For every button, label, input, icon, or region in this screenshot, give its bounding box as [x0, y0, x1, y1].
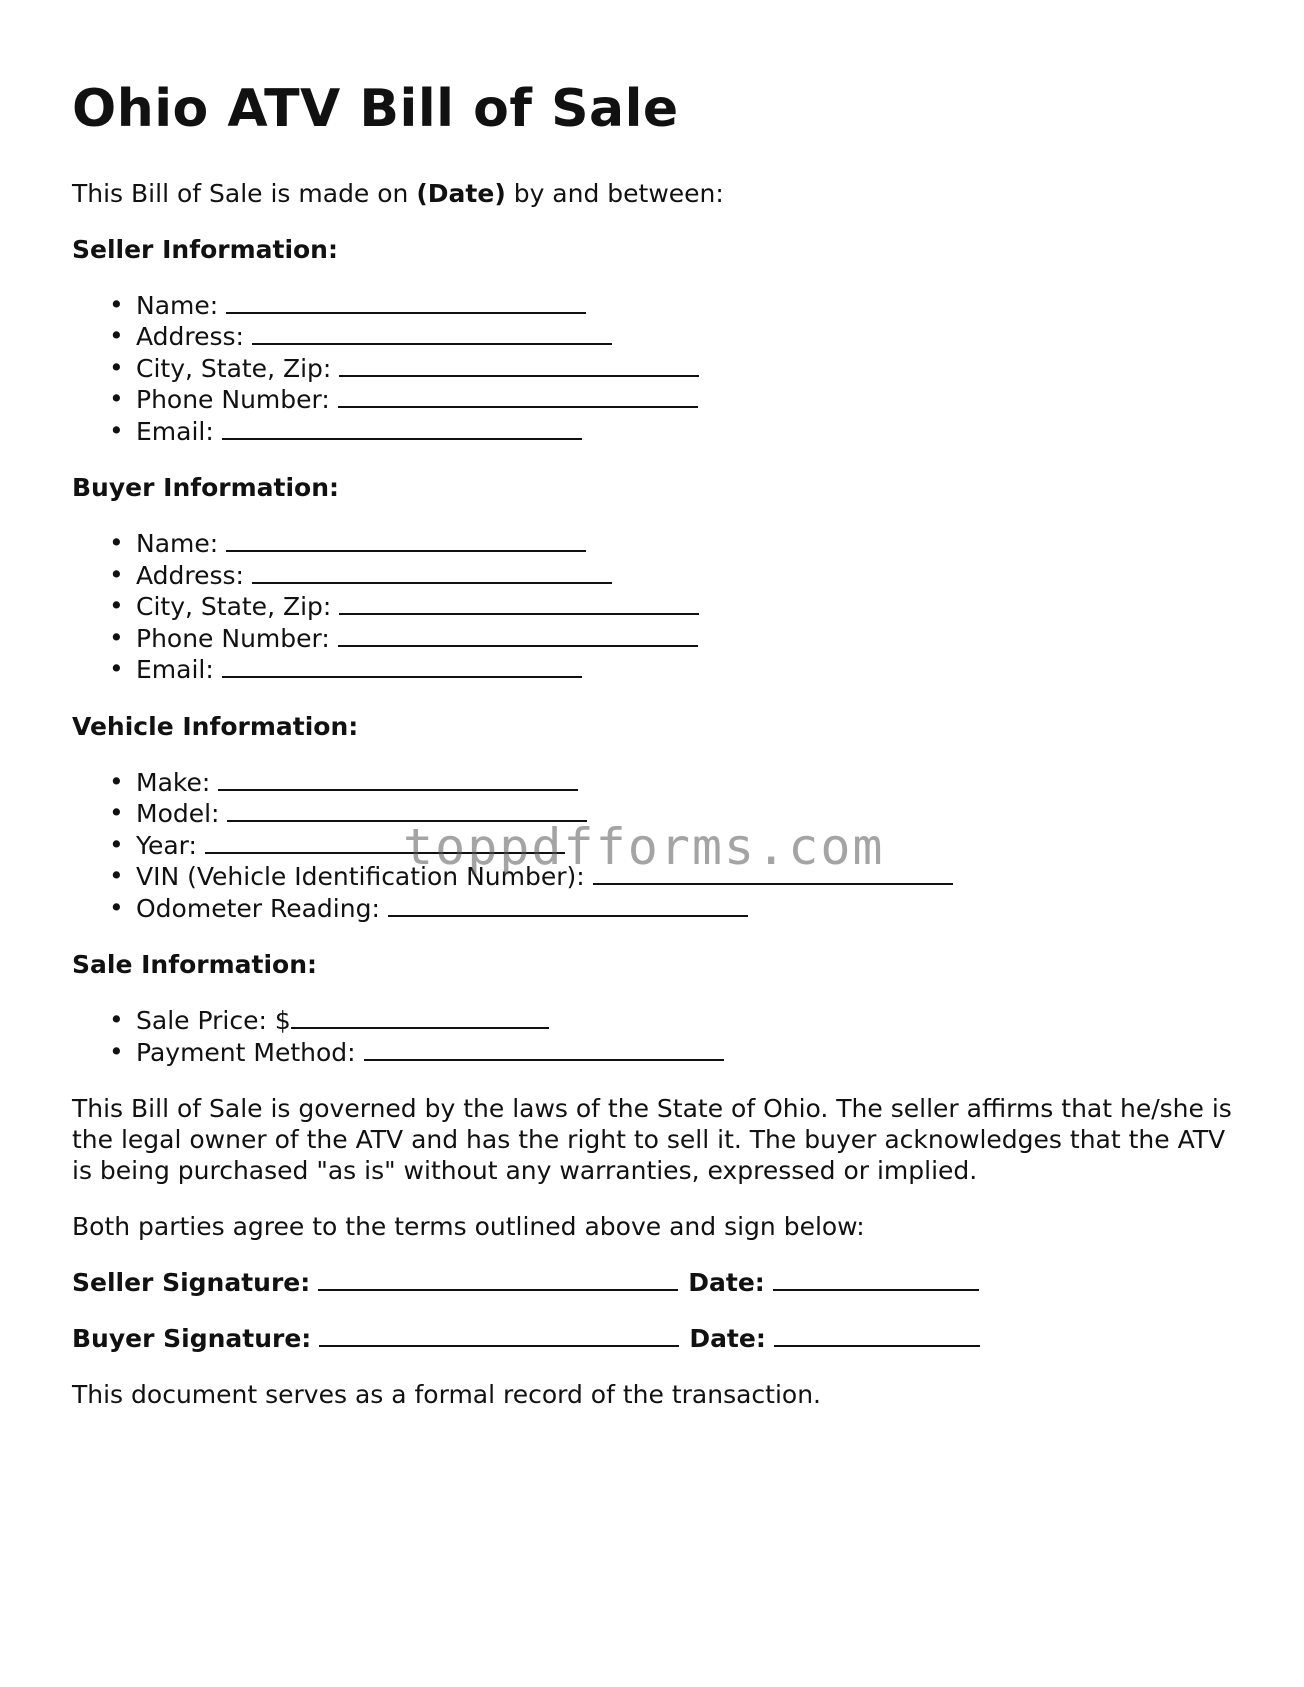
buyer-name-blank[interactable] — [226, 528, 586, 552]
field-label: Email: — [136, 416, 214, 446]
buyer-date-label: Date: — [689, 1324, 766, 1354]
payment-method-blank[interactable] — [364, 1037, 724, 1061]
governing-paragraph: This Bill of Sale is governed by the laws of the State of Ohio. The seller affirms that he/she is the legal owner of the ATV and has the right to sell it. The buyer acknowledges that the ATV is being purchased "as is" without any warranties, expressed or implied. — [72, 1094, 1232, 1186]
intro-sentence — [72, 178, 1232, 209]
seller-date-blank[interactable] — [773, 1267, 979, 1291]
buyer-phone-field: • Phone Number: — [72, 623, 1232, 655]
field-label: Address: — [136, 560, 244, 590]
buyer-address-field: • Address: — [72, 560, 1232, 592]
buyer-signature-line — [72, 1323, 1232, 1354]
vehicle-model-field: • Model: — [72, 798, 1232, 830]
vehicle-vin-field: • VIN (Vehicle Identification Number): — [72, 861, 1232, 893]
payment-method-field: • Payment Method: — [72, 1037, 1232, 1069]
vehicle-odometer-blank[interactable] — [388, 893, 748, 917]
seller-signature-line — [72, 1267, 1232, 1298]
seller-signature-label: Seller Signature: — [72, 1268, 311, 1298]
intro-date-placeholder: (Date) — [416, 178, 506, 208]
vehicle-year-field: • Year: — [72, 830, 1232, 862]
buyer-fields — [72, 528, 1232, 686]
seller-city-state-zip-blank[interactable] — [339, 353, 699, 377]
seller-date-label: Date: — [688, 1268, 765, 1298]
seller-name-blank[interactable] — [226, 290, 586, 314]
buyer-signature-blank[interactable] — [319, 1323, 679, 1347]
vehicle-make-field: • Make: — [72, 767, 1232, 799]
seller-phone-blank[interactable] — [338, 384, 698, 408]
field-label: City, State, Zip: — [136, 353, 332, 383]
field-label: Phone Number: — [136, 623, 330, 653]
sale-price-blank[interactable] — [291, 1005, 549, 1029]
document-page — [72, 80, 1232, 1410]
intro-before: This Bill of Sale is made on — [72, 178, 417, 208]
buyer-phone-blank[interactable] — [338, 623, 698, 647]
seller-address-field: • Address: — [72, 321, 1232, 353]
intro-after: by and between: — [505, 178, 724, 208]
seller-email-field: • Email: — [72, 416, 1232, 448]
buyer-city-state-zip-blank[interactable] — [339, 591, 699, 615]
vehicle-make-blank[interactable] — [218, 767, 578, 791]
agreement-paragraph: Both parties agree to the terms outlined above and sign below: — [72, 1212, 865, 1242]
buyer-signature-label: Buyer Signature: — [72, 1324, 312, 1354]
field-label: City, State, Zip: — [136, 592, 332, 622]
seller-fields — [72, 290, 1232, 448]
vehicle-heading: Vehicle Information: — [72, 711, 359, 741]
field-label: Name: — [136, 529, 219, 559]
sale-fields — [72, 1005, 1232, 1068]
seller-heading: Seller Information: — [72, 234, 338, 264]
field-label: VIN (Vehicle Identification Number): — [136, 862, 585, 892]
vehicle-model-blank[interactable] — [227, 798, 587, 822]
field-label: Name: — [136, 290, 219, 320]
field-label: Phone Number: — [136, 385, 330, 415]
buyer-heading: Buyer Information: — [72, 473, 340, 503]
seller-name-field: • Name: — [72, 290, 1232, 322]
watermark-text: toppdfforms.com — [403, 818, 885, 876]
buyer-name-field: • Name: — [72, 528, 1232, 560]
field-label: Make: — [136, 767, 211, 797]
seller-phone-field: • Phone Number: — [72, 384, 1232, 416]
sale-price-field: • Sale Price: $ — [72, 1005, 1232, 1037]
vehicle-year-blank[interactable] — [205, 830, 565, 854]
seller-address-blank[interactable] — [252, 321, 612, 345]
vehicle-fields — [72, 767, 1232, 925]
vehicle-vin-blank[interactable] — [593, 861, 953, 885]
buyer-email-field: • Email: — [72, 654, 1232, 686]
vehicle-odometer-field: • Odometer Reading: — [72, 893, 1232, 925]
field-label: Model: — [136, 799, 220, 829]
buyer-address-blank[interactable] — [252, 560, 612, 584]
field-label: Odometer Reading: — [136, 893, 380, 923]
document-title: Ohio ATV Bill of Sale — [72, 79, 679, 139]
field-label: Address: — [136, 322, 244, 352]
closing-paragraph: This document serves as a formal record of the transaction. — [72, 1380, 821, 1410]
seller-city-state-zip-field: • City, State, Zip: — [72, 353, 1232, 385]
field-label: Year: — [136, 830, 197, 860]
buyer-date-blank[interactable] — [774, 1323, 980, 1347]
field-label: Payment Method: — [136, 1037, 356, 1067]
sale-heading: Sale Information: — [72, 950, 317, 980]
field-label: Sale Price: $ — [136, 1006, 291, 1036]
seller-email-blank[interactable] — [222, 416, 582, 440]
buyer-city-state-zip-field: • City, State, Zip: — [72, 591, 1232, 623]
seller-signature-blank[interactable] — [318, 1267, 678, 1291]
buyer-email-blank[interactable] — [222, 654, 582, 678]
field-label: Email: — [136, 655, 214, 685]
